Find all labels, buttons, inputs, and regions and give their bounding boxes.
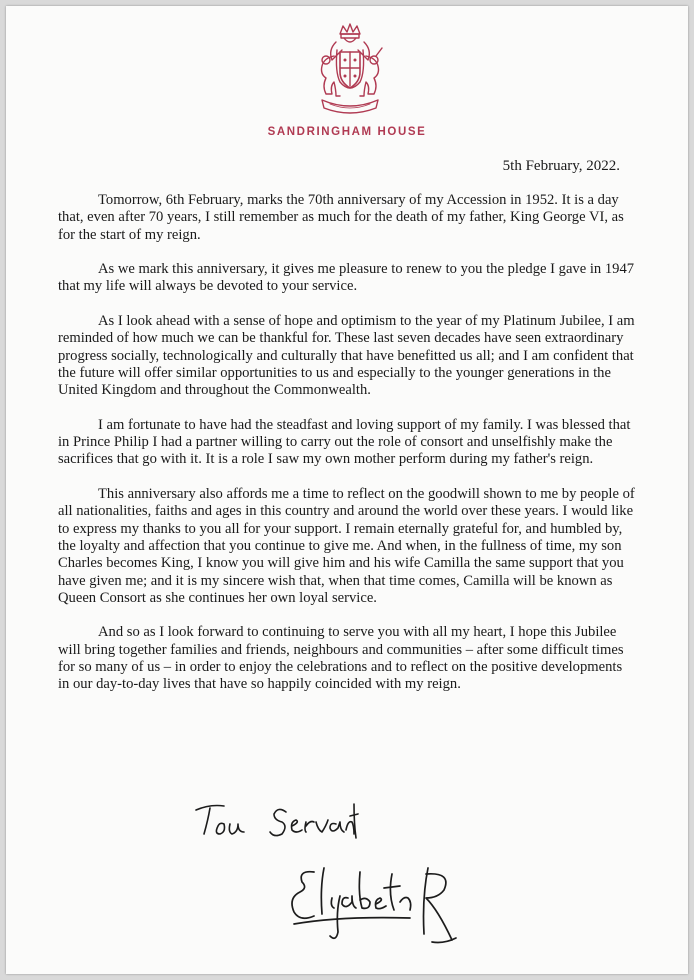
paragraph-4: I am fortunate to have had the steadfast and loving support of my family. I was blessed that in Prince Philip I had a partner willing to carry out the role of consort and unselfishly make the sacrifices that go with it. It is a role I saw my own mother perform during my father's reign. (58, 416, 631, 468)
paragraph-1: Tomorrow, 6th February, marks the 70th anniversary of my Accession in 1952. It is a day that, even after 70 years, I still remember as much for the death of my father, King George VI, as for the start of my reign. (58, 192, 624, 243)
letter-body (58, 192, 636, 711)
handwritten-signature (280, 858, 460, 948)
royal-coat-of-arms-icon (310, 20, 390, 120)
paragraph-3: As I look ahead with a sense of hope and optimism to the year of my Platinum Jubilee, I am reminded of how much we can be thankful for. These last seven decades have seen extraordinary progress socially, technologically and culturally that have benefitted us all; and I am confident that the future will offer similar opportunities to us and especially to the younger generations in the United Kingdom and throughout the Commonwealth. (58, 313, 635, 399)
letterhead-house-name: SANDRINGHAM HOUSE (267, 126, 427, 138)
letter-date: 5th February, 2022. (502, 158, 620, 174)
paragraph-2: As we mark this anniversary, it gives me pleasure to renew to you the pledge I gave in 1947 that my life will always be devoted to your service. (58, 261, 635, 295)
handwritten-closing (190, 796, 360, 848)
paragraph-5: This anniversary also affords me a time to reflect on the goodwill shown to me by people of all nationalities, faiths and ages in this country and around the world over these years. I would like to express my thanks to you all for your support. I remain eternally grateful for, and humbled by, the loyalty and affection that you continue to give me. And when, in the fullness of time, my son Charles becomes King, I know you will give him and his wife Camilla the same support that you have given me; and it is my sincere wish that, when that time comes, Camilla will be known as Queen Consort as she continues her own loyal service. (58, 486, 635, 606)
paragraph-6: And so as I look forward to continuing to serve you with all my heart, I hope this Jubilee will bring together families and friends, neighbours and communities – after some difficult times for so many of us – in order to enjoy the celebrations and to reflect on the positive developments in our day-to-day lives that have so happily coincided with my reign. (58, 624, 624, 693)
